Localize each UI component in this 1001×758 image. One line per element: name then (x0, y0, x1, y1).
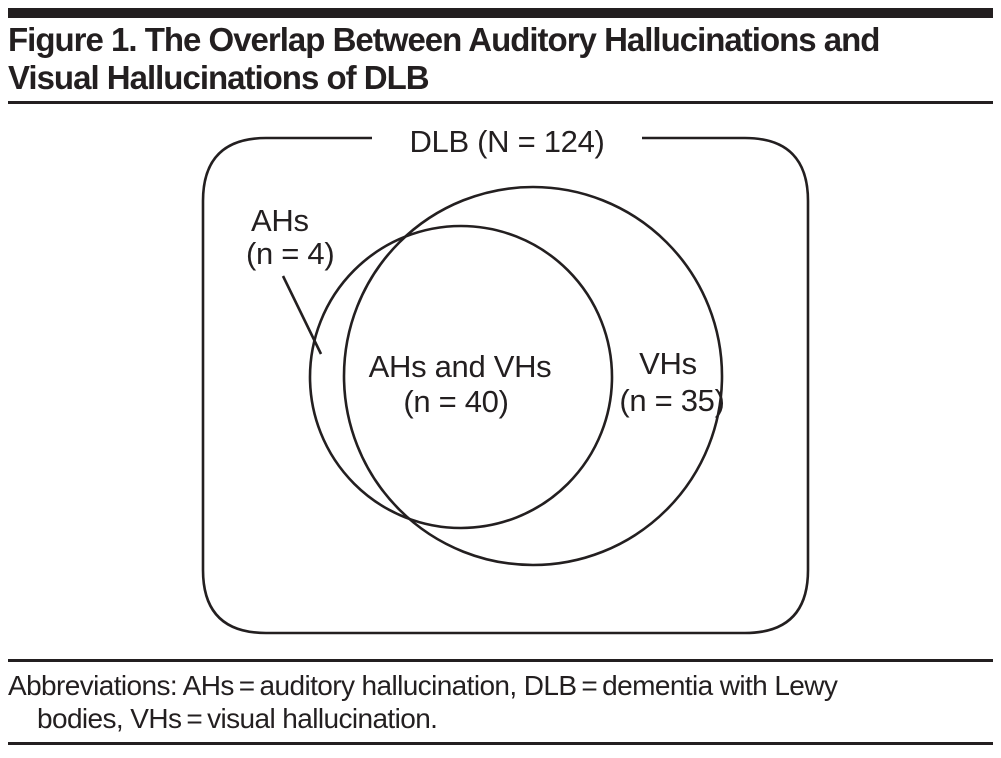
figure-title-line1: Figure 1. The Overlap Between Auditory Hallucinations and (8, 21, 880, 58)
caption-line1: Abbreviations: AHs = auditory hallucination, DLB = dementia with Lewy (8, 670, 838, 701)
figure-title-line2: Visual Hallucinations of DLB (8, 59, 429, 96)
overlap-label-name: AHs and VHs (368, 349, 552, 384)
ahs-pointer-line (283, 276, 321, 354)
caption-top-rule (8, 659, 993, 662)
caption-line2: bodies, VHs = visual hallucination. (37, 703, 438, 734)
vhs-label-name: VHs (639, 346, 697, 381)
ahs-label-name: AHs (251, 203, 309, 238)
overlap-label-count: (n = 40) (403, 384, 509, 419)
abbreviations-caption (8, 669, 993, 735)
vhs-label-count: (n = 35) (619, 383, 725, 418)
caption-bottom-rule (8, 742, 993, 745)
dlb-set-label: DLB (N = 124) (409, 124, 605, 159)
ahs-label-count: (n = 4) (246, 236, 335, 271)
